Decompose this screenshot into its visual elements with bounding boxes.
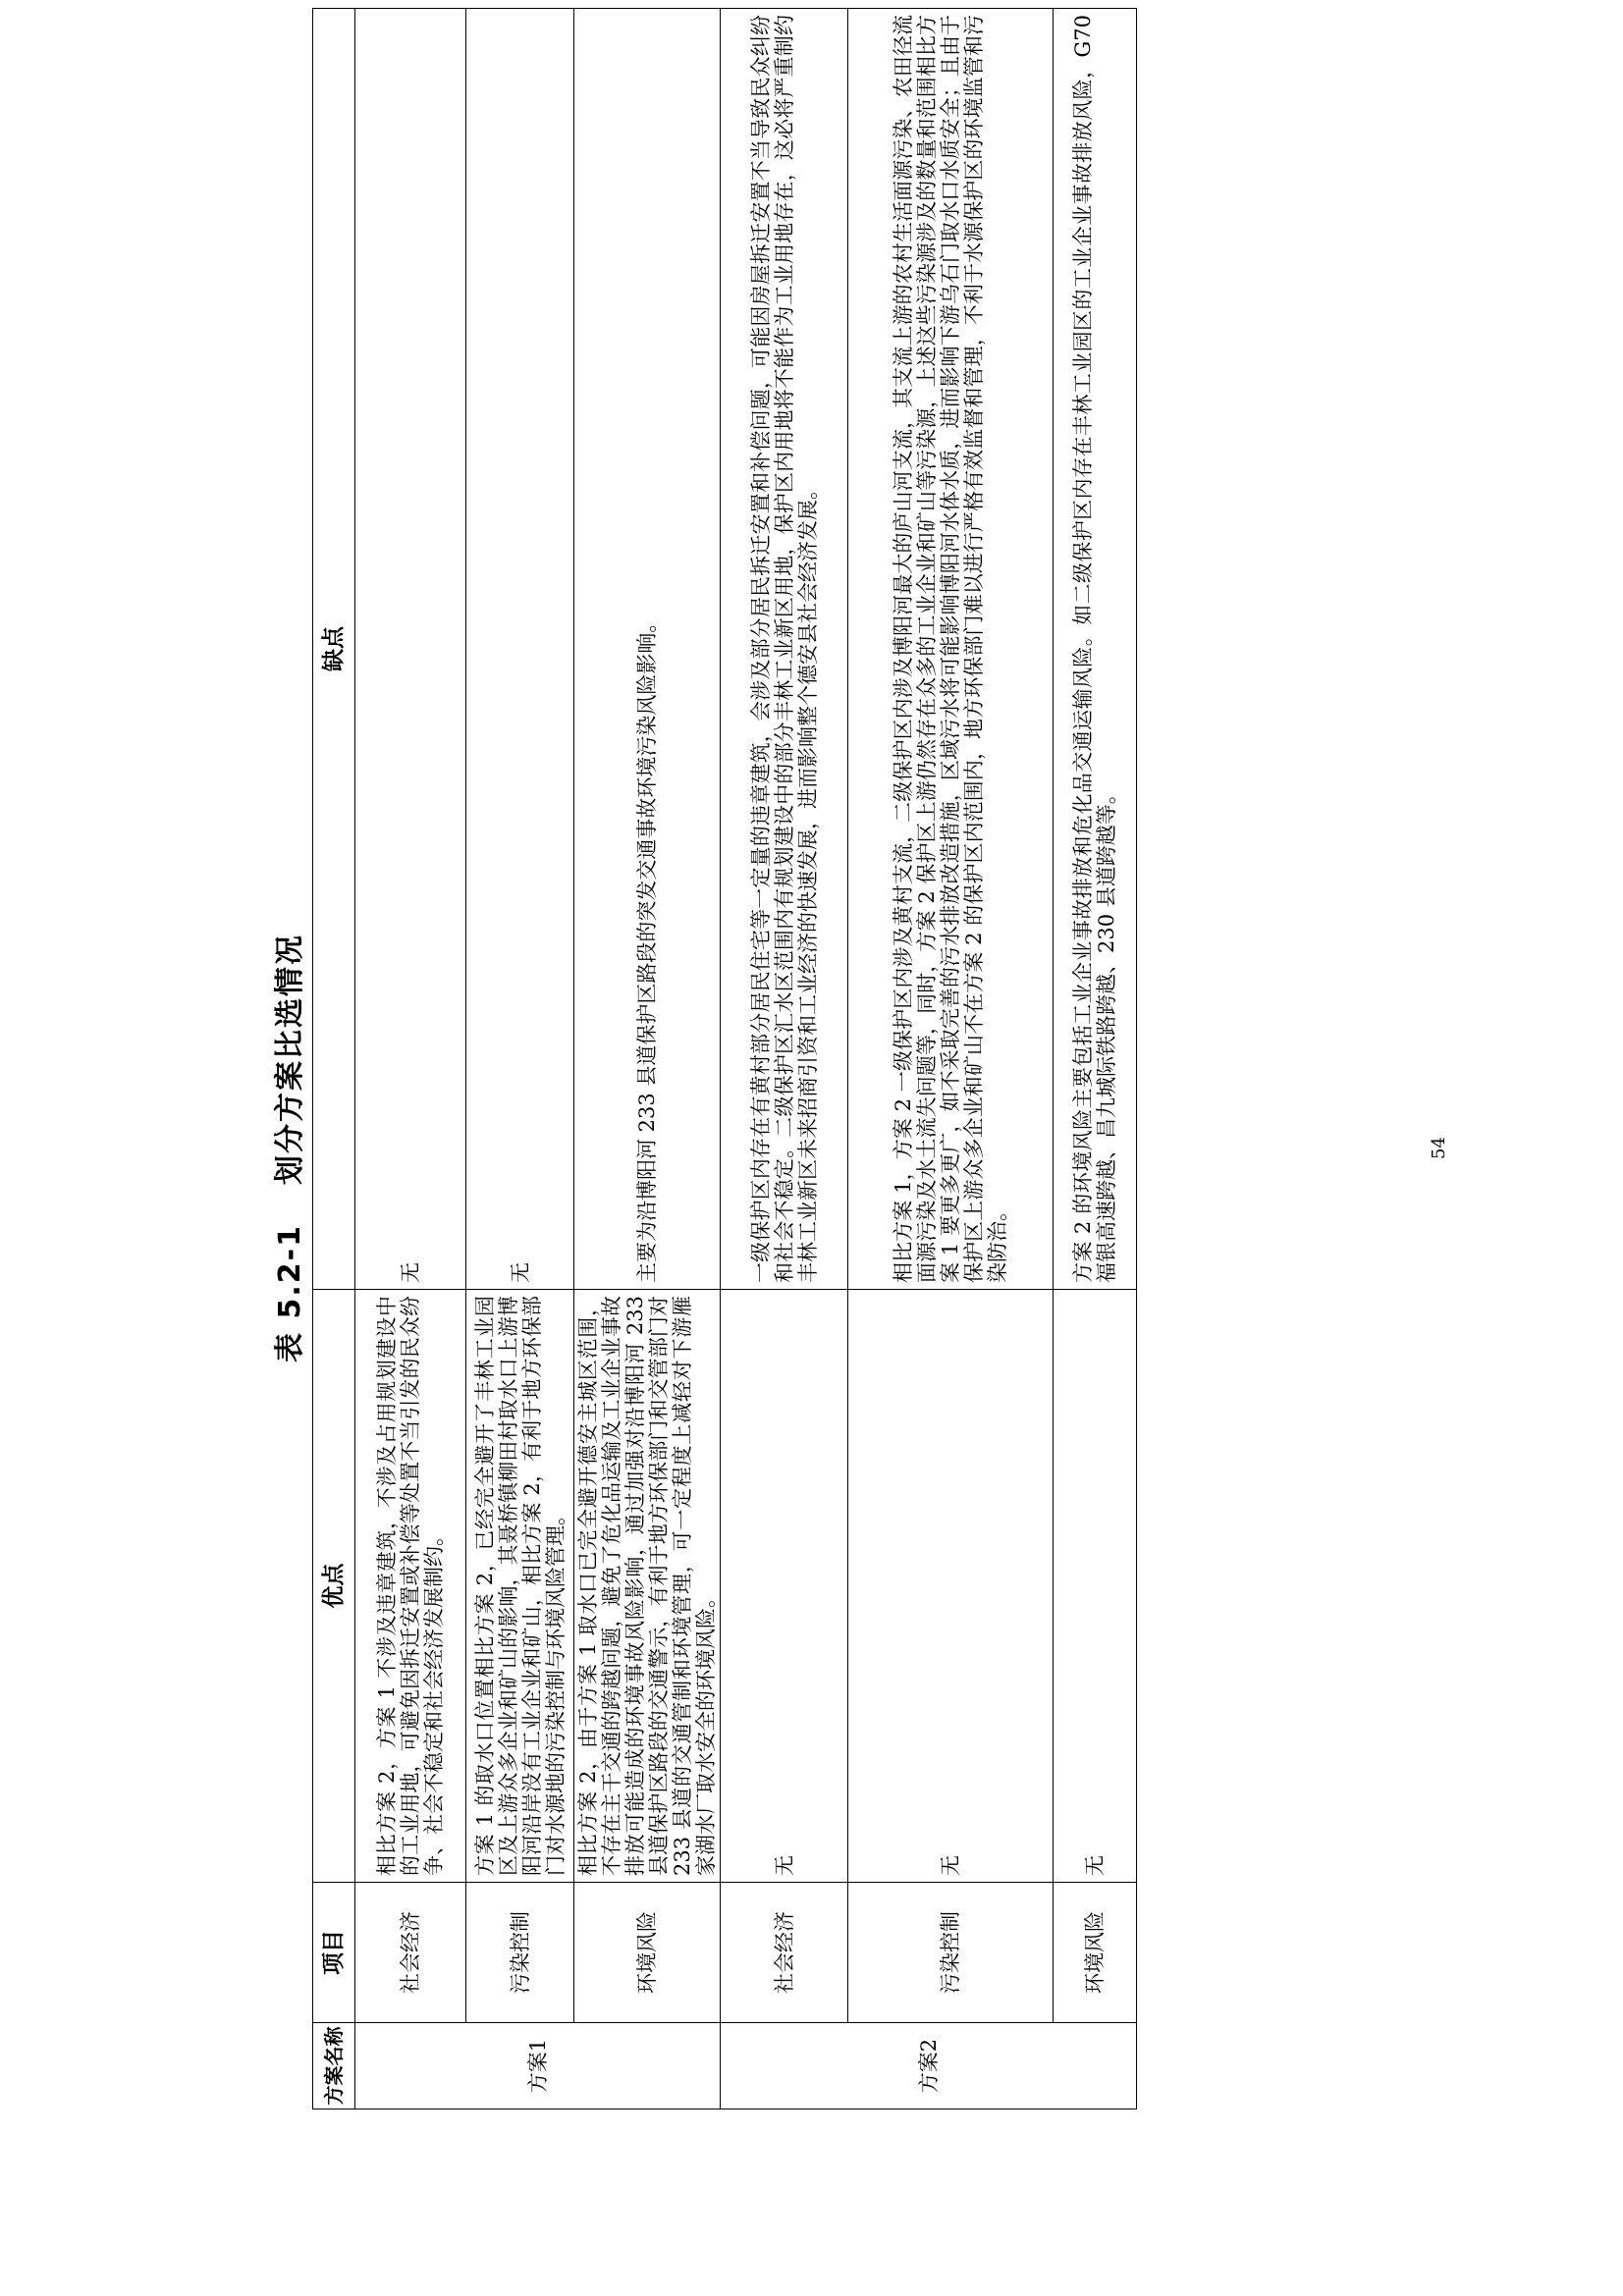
- table-row: [1054, 9, 1137, 2109]
- advantage-cell: 相比方案 2，方案 1 不涉及违章建筑，不涉及占用规划建设中的工业用地，可避免因拆迁安置或补偿等处置不当引发的民众纷争、社会不稳定和社会经济发展制约。: [355, 1290, 466, 1883]
- advantage-cell: 无: [721, 1290, 848, 1883]
- table-row: [466, 9, 574, 2109]
- item-cell: 环境风险: [1054, 1883, 1137, 2023]
- table-number: 表 5.2-1: [273, 1224, 307, 1362]
- table-row: [721, 9, 848, 2109]
- table-title: 划分方案比选情况: [273, 934, 307, 1186]
- item-cell: 污染控制: [466, 1883, 574, 2023]
- scheme-name: 方案2: [721, 2023, 1137, 2109]
- item-cell: 环境风险: [574, 1883, 721, 2023]
- table-row: [848, 9, 1054, 2109]
- advantage-cell: 无: [1054, 1290, 1137, 1883]
- comparison-table: [312, 8, 1137, 2109]
- disadvantage-cell: 主要为沿博阳河 233 县道保护区路段的突发交通事故环境污染风险影响。: [574, 9, 721, 1290]
- header-scheme: 方案名称: [313, 2023, 355, 2109]
- table-row: [574, 9, 721, 2109]
- header-disadvantage: 缺点: [313, 9, 355, 1290]
- disadvantage-cell: 一级保护区内存在有黄村部分居民住宅等一定量的违章建筑，会涉及部分居民拆迁安置和补偿问题，可能因房屋拆迁安置不当导致民众纠纷和社会不稳定。二级保护区汇水区范围内有规划建设中的部分丰林工业新区用地，保护区内用地将不能作为工业用地存在，这必将严重制约丰林工业新区未来招商引资和工业经济的快速发展，进而影响整个德安县社会经济发展。: [721, 9, 848, 1290]
- disadvantage-cell: 无: [355, 9, 466, 1290]
- advantage-cell: 无: [848, 1290, 1054, 1883]
- header-advantage: 优点: [313, 1290, 355, 1883]
- table-caption: [265, 0, 308, 2296]
- item-cell: 污染控制: [848, 1883, 1054, 2023]
- advantage-cell: 方案 1 的取水口位置相比方案 2，已经完全避开了丰林工业园区及上游众多企业和矿山的影响，其聂桥镇柳田村取水口上游博阳河沿岸没有工业企业和矿山，相比方案 2，有利于地方环保部门对水源地的污染控制与环境风险管理。: [466, 1290, 574, 1883]
- item-cell: 社会经济: [721, 1883, 848, 2023]
- item-cell: 社会经济: [355, 1883, 466, 2023]
- header-row: [313, 9, 355, 2109]
- disadvantage-cell: 相比方案 1，方案 2 一级保护区内涉及黄村支流，二级保护区内涉及博阳河最大的庐山河支流，其支流上游的农村生活面源污染、农田径流面源污染及水土流失问题等，同时，方案 2 保护区上游仍然存在众多的工业企业和矿山等污染源，上述这些污染源涉及的数量和范围相比方案 1 要更多更广，如不采取完善的污水排放改造措施，区域污水将可能影响博阳河水体水质，进而影响下游乌石门取水口水质安全；且由于保护区上游众多企业和矿山不在方案 2 的保护区内范围内，地方环保部门难以进行严格有效监督和管理，不利于水源保护区的环境监管和污染防治。: [848, 9, 1054, 1290]
- disadvantage-cell: 无: [466, 9, 574, 1290]
- scheme-name: 方案1: [355, 2023, 721, 2109]
- header-item: 项目: [313, 1883, 355, 2023]
- table-row: [355, 9, 466, 2109]
- disadvantage-cell: 方案 2 的环境风险主要包括工业企业事故排放和危化品交通运输风险。如二级保护区内存在丰林工业园区的工业企业事故排放风险，G70 福银高速跨越、昌九城际铁路跨越、230 县道跨越等。: [1054, 9, 1137, 1290]
- page-number: 54: [1429, 1137, 1449, 1159]
- advantage-cell: 相比方案 2，由于方案 1 取水口已完全避开德安主城区范围，不存在主干交通的跨越问题，避免了危化品运输及工业企业事故排放可能造成的环境事故风险影响，通过加强对沿博阳河 233 县道保护区路段的交通警示，有利于地方环保部门和交管部门对 233 县道的交通管制和环境管理，可一定程度上减轻对下游雁家湖水厂取水安全的环境风险。: [574, 1290, 721, 1883]
